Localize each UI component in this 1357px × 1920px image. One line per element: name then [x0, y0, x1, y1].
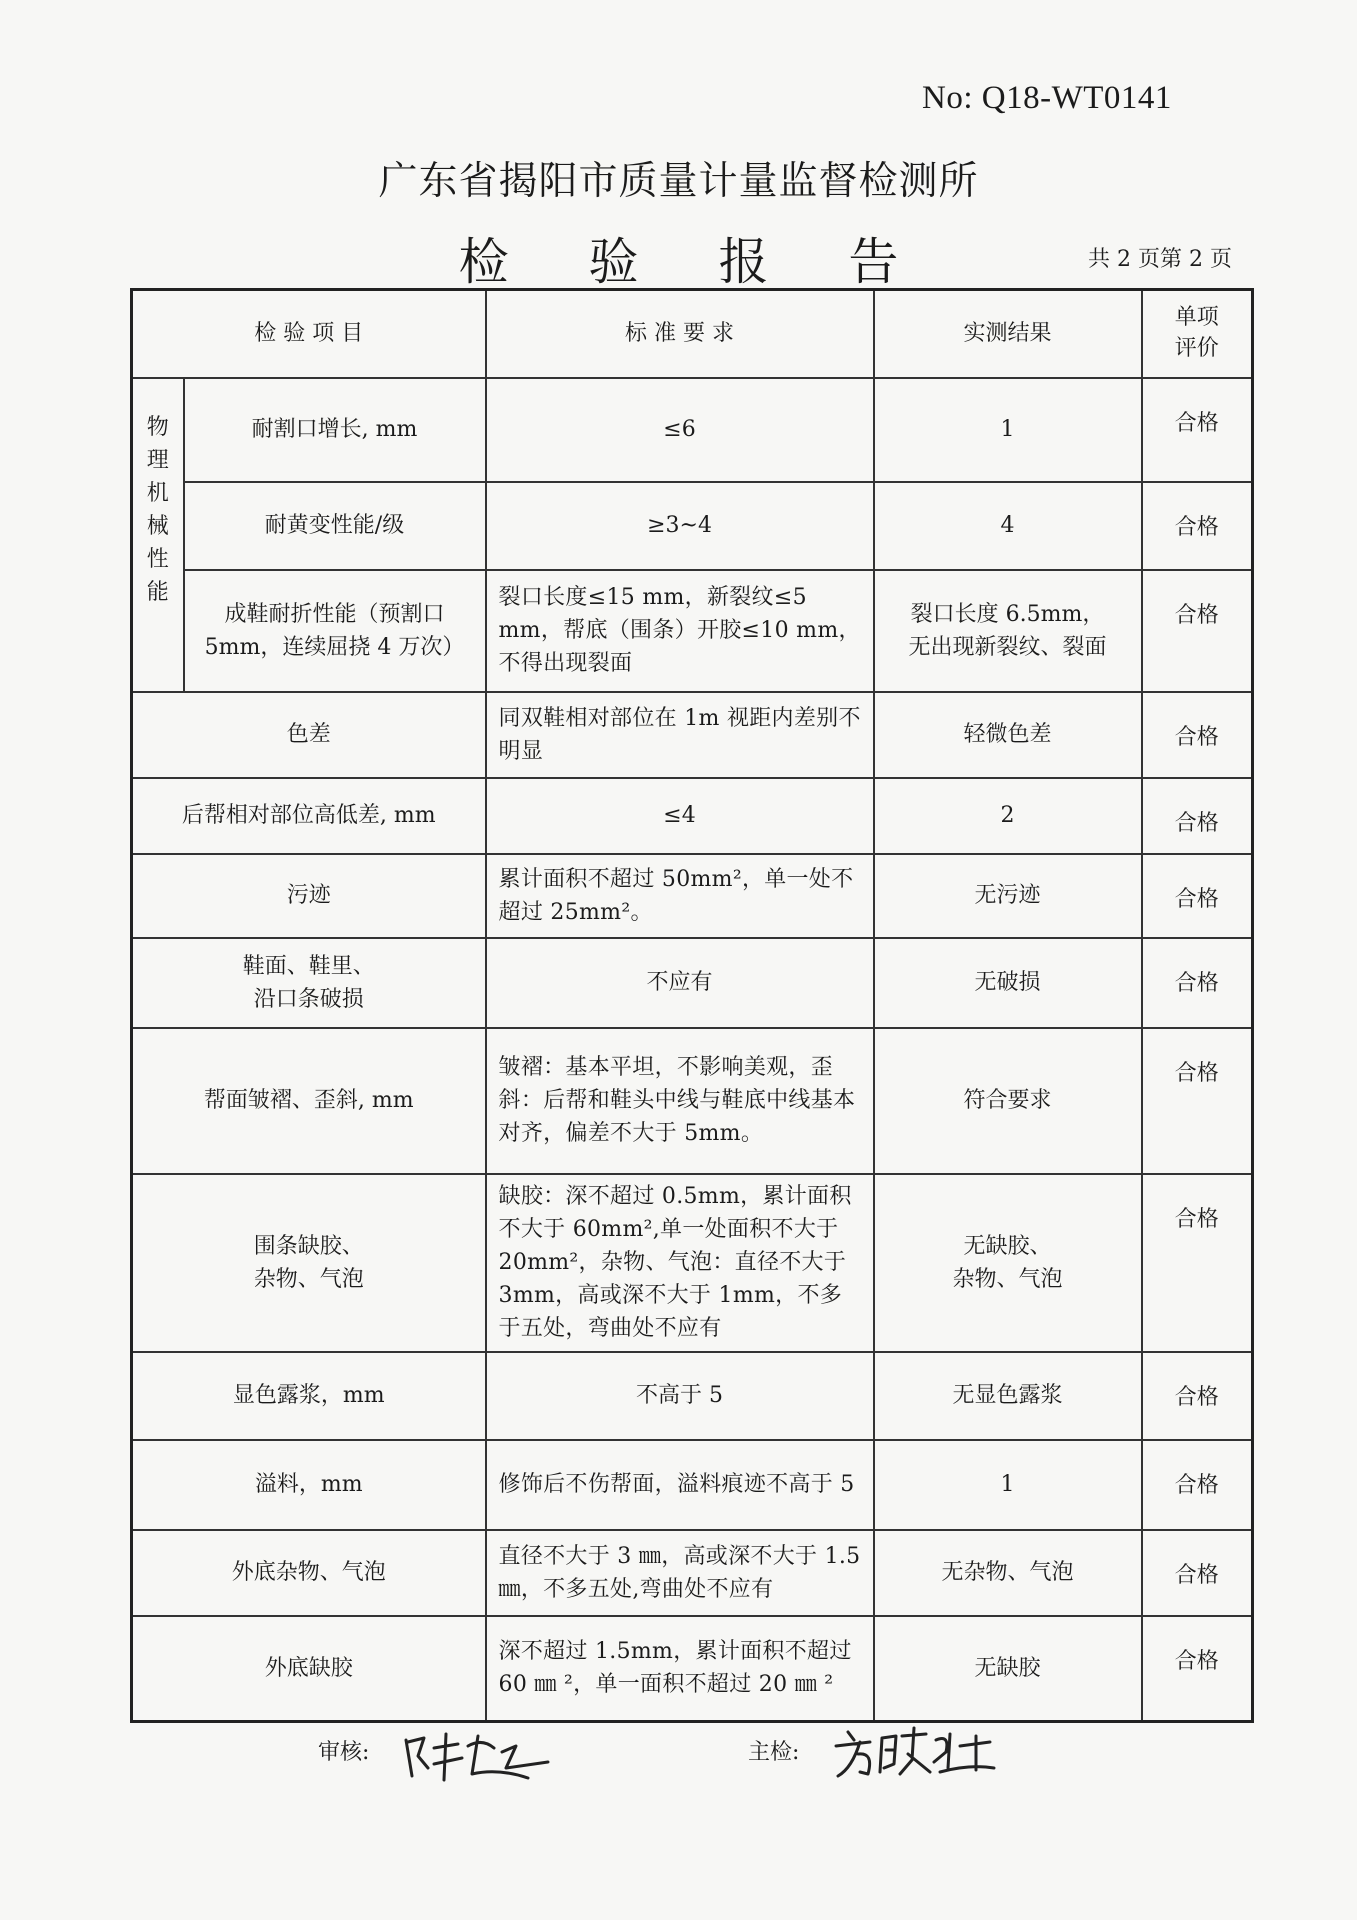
table-row: [132, 1352, 1253, 1440]
cell-result: 4: [874, 482, 1142, 570]
cell-result: 无杂物、气泡: [874, 1530, 1142, 1616]
table-row: [132, 778, 1253, 854]
cell-evaluation: 合格: [1142, 1028, 1253, 1174]
table-row: [132, 1616, 1253, 1722]
cell-standard: 深不超过 1.5mm，累计面积不超过 60 ㎜ ²，单一面积不超过 20 ㎜ ²: [486, 1616, 874, 1722]
cell-result: 无缺胶、 杂物、气泡: [874, 1174, 1142, 1352]
cell-item: 色差: [132, 692, 486, 778]
cell-standard: 同双鞋相对部位在 1m 视距内差别不明显: [486, 692, 874, 778]
cell-result: 1: [874, 1440, 1142, 1530]
header-result: 实测结果: [874, 290, 1142, 378]
table-row: [132, 1174, 1253, 1352]
cell-item: 耐黄变性能/级: [184, 482, 486, 570]
cell-result: 无污迹: [874, 854, 1142, 938]
cell-standard: 裂口长度≤15 mm，新裂纹≤5 mm，帮底（围条）开胶≤10 mm，不得出现裂面: [486, 570, 874, 692]
page-count: 共 2 页第 2 页: [1088, 247, 1232, 272]
report-title: 检 验 报 告: [458, 233, 931, 291]
cell-evaluation: 合格: [1142, 1174, 1253, 1352]
cell-standard: 修饰后不伤帮面，溢料痕迹不高于 5: [486, 1440, 874, 1530]
cell-evaluation: 合格: [1142, 1440, 1253, 1530]
inspection-table: [130, 288, 1254, 1723]
cell-evaluation: 合格: [1142, 570, 1253, 692]
cell-item: 外底缺胶: [132, 1616, 486, 1722]
cell-item: 帮面皱褶、歪斜, mm: [132, 1028, 486, 1174]
table-row: [132, 482, 1253, 570]
cell-standard: ≥3~4: [486, 482, 874, 570]
header-evaluation: 单项 评价: [1142, 290, 1253, 378]
cell-evaluation: 合格: [1142, 1352, 1253, 1440]
cell-item: 溢料，mm: [132, 1440, 486, 1530]
cell-evaluation: 合格: [1142, 692, 1253, 778]
cell-result: 符合要求: [874, 1028, 1142, 1174]
cell-item: 后帮相对部位高低差, mm: [132, 778, 486, 854]
cell-evaluation: 合格: [1142, 1530, 1253, 1616]
reviewer-label: 审核:: [318, 1740, 370, 1765]
inspector-signature: [830, 1724, 1000, 1788]
cell-standard: 直径不大于 3 ㎜，高或深不大于 1.5 ㎜，不多五处,弯曲处不应有: [486, 1530, 874, 1616]
cell-standard: ≤6: [486, 378, 874, 482]
cell-item: 成鞋耐折性能（预割口5mm，连续屈挠 4 万次）: [184, 570, 486, 692]
cell-result: 1: [874, 378, 1142, 482]
cell-item: 围条缺胶、 杂物、气泡: [132, 1174, 486, 1352]
table-row: [132, 378, 1253, 482]
inspector-label: 主检:: [748, 1740, 800, 1765]
cell-evaluation: 合格: [1142, 482, 1253, 570]
cell-item: 显色露浆，mm: [132, 1352, 486, 1440]
cell-standard: 不应有: [486, 938, 874, 1028]
cell-item: 外底杂物、气泡: [132, 1530, 486, 1616]
table-row: [132, 692, 1253, 778]
cell-standard: ≤4: [486, 778, 874, 854]
cell-item: 污迹: [132, 854, 486, 938]
cell-evaluation: 合格: [1142, 778, 1253, 854]
table-row: [132, 1440, 1253, 1530]
cell-evaluation: 合格: [1142, 378, 1253, 482]
table-row: [132, 1530, 1253, 1616]
header-item: 检 验 项 目: [132, 290, 486, 378]
cell-result: 裂口长度 6.5mm， 无出现新裂纹、裂面: [874, 570, 1142, 692]
report-number: No: Q18-WT0141: [922, 80, 1172, 116]
cell-result: 2: [874, 778, 1142, 854]
cell-evaluation: 合格: [1142, 938, 1253, 1028]
cell-standard: 累计面积不超过 50mm²，单一处不超过 25mm²。: [486, 854, 874, 938]
cell-standard: 缺胶：深不超过 0.5mm，累计面积不大于 60mm²,单一处面积不大于 20mm²，杂物、气泡：直径不大于 3mm，高或深不大于 1mm，不多于五处，弯曲处不应有: [486, 1174, 874, 1352]
cell-standard: 不高于 5: [486, 1352, 874, 1440]
category-label: 物 理 机 械 性 能: [132, 378, 184, 692]
cell-result: 轻微色差: [874, 692, 1142, 778]
table-row: [132, 938, 1253, 1028]
reviewer-signature: [398, 1728, 558, 1788]
cell-result: 无显色露浆: [874, 1352, 1142, 1440]
table-row: [132, 854, 1253, 938]
cell-result: 无破损: [874, 938, 1142, 1028]
table-header-row: [132, 290, 1253, 378]
table-row: [132, 1028, 1253, 1174]
cell-standard: 皱褶：基本平坦，不影响美观，歪斜：后帮和鞋头中线与鞋底中线基本对齐，偏差不大于 5mm。: [486, 1028, 874, 1174]
cell-evaluation: 合格: [1142, 1616, 1253, 1722]
organization-name: 广东省揭阳市质量计量监督检测所: [378, 159, 979, 204]
cell-item: 鞋面、鞋里、 沿口条破损: [132, 938, 486, 1028]
cell-result: 无缺胶: [874, 1616, 1142, 1722]
cell-evaluation: 合格: [1142, 854, 1253, 938]
cell-item: 耐割口增长, mm: [184, 378, 486, 482]
table-row: [132, 570, 1253, 692]
header-standard: 标 准 要 求: [486, 290, 874, 378]
